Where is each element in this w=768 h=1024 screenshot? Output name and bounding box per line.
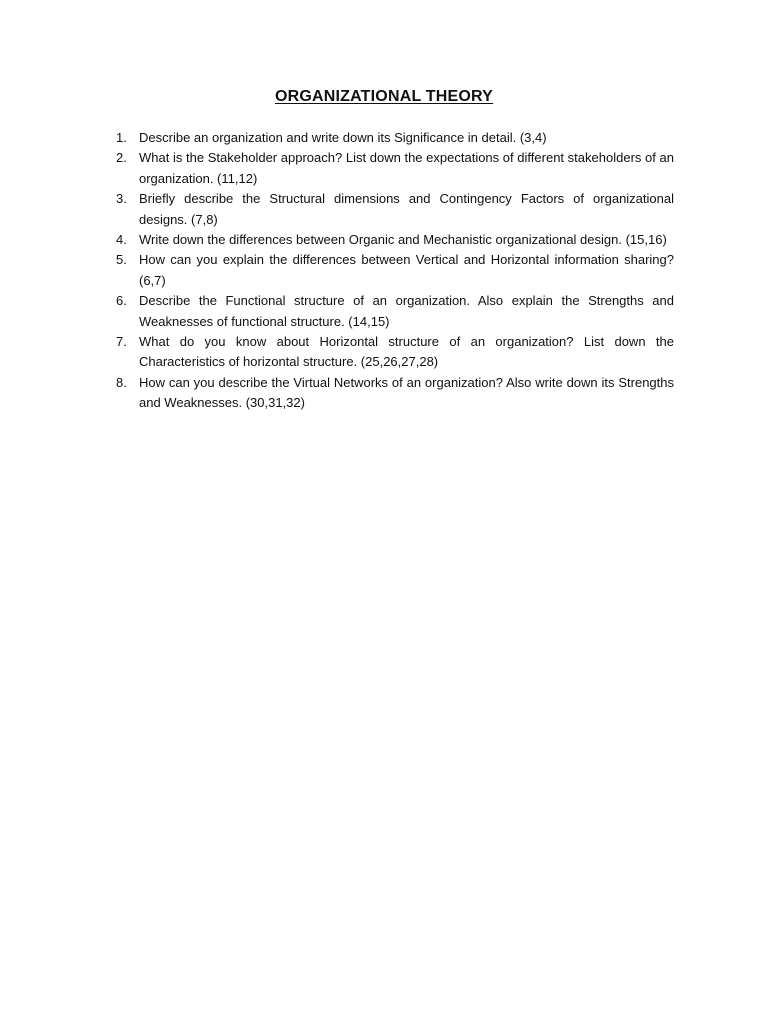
- question-number: 2.: [116, 150, 127, 166]
- question-item: [108, 148, 674, 189]
- question-number: 1.: [116, 130, 127, 145]
- question-text: What do you know about Horizontal structure of an organization? List down the Characteristics of horizontal structure. (25,26,27,28): [139, 334, 674, 370]
- question-number: 5.: [116, 252, 127, 268]
- question-text: How can you explain the differences between Vertical and Horizontal information sharing? (6,7): [139, 252, 674, 288]
- question-item: [108, 332, 674, 373]
- question-number: 7.: [116, 334, 127, 350]
- question-item: [108, 291, 674, 332]
- question-number: 6.: [116, 293, 127, 309]
- question-number: 4.: [116, 232, 127, 248]
- question-text: Write down the differences between Organic and Mechanistic organizational design. (15,16): [139, 232, 667, 248]
- question-item: [108, 189, 674, 230]
- question-text: Describe the Functional structure of an organization. Also explain the Strengths and Weaknesses of functional structure. (14,15): [139, 293, 674, 329]
- document-title: ORGANIZATIONAL THEORY: [274, 88, 494, 105]
- question-list: [108, 128, 674, 414]
- question-item: [108, 373, 674, 414]
- question-text: Describe an organization and write down its Significance in detail. (3,4): [139, 130, 547, 145]
- question-text: What is the Stakeholder approach? List down the expectations of different stakeholders of an organization. (11,12): [139, 150, 674, 186]
- question-text: Briefly describe the Structural dimensions and Contingency Factors of organizational designs. (7,8): [139, 191, 674, 227]
- question-text: How can you describe the Virtual Networks of an organization? Also write down its Strengths and Weaknesses. (30,31,32): [139, 374, 674, 411]
- question-item: [108, 230, 674, 250]
- question-number: 3.: [116, 191, 127, 207]
- question-number: 8.: [116, 374, 127, 390]
- question-item: [108, 128, 674, 148]
- question-item: [108, 250, 674, 291]
